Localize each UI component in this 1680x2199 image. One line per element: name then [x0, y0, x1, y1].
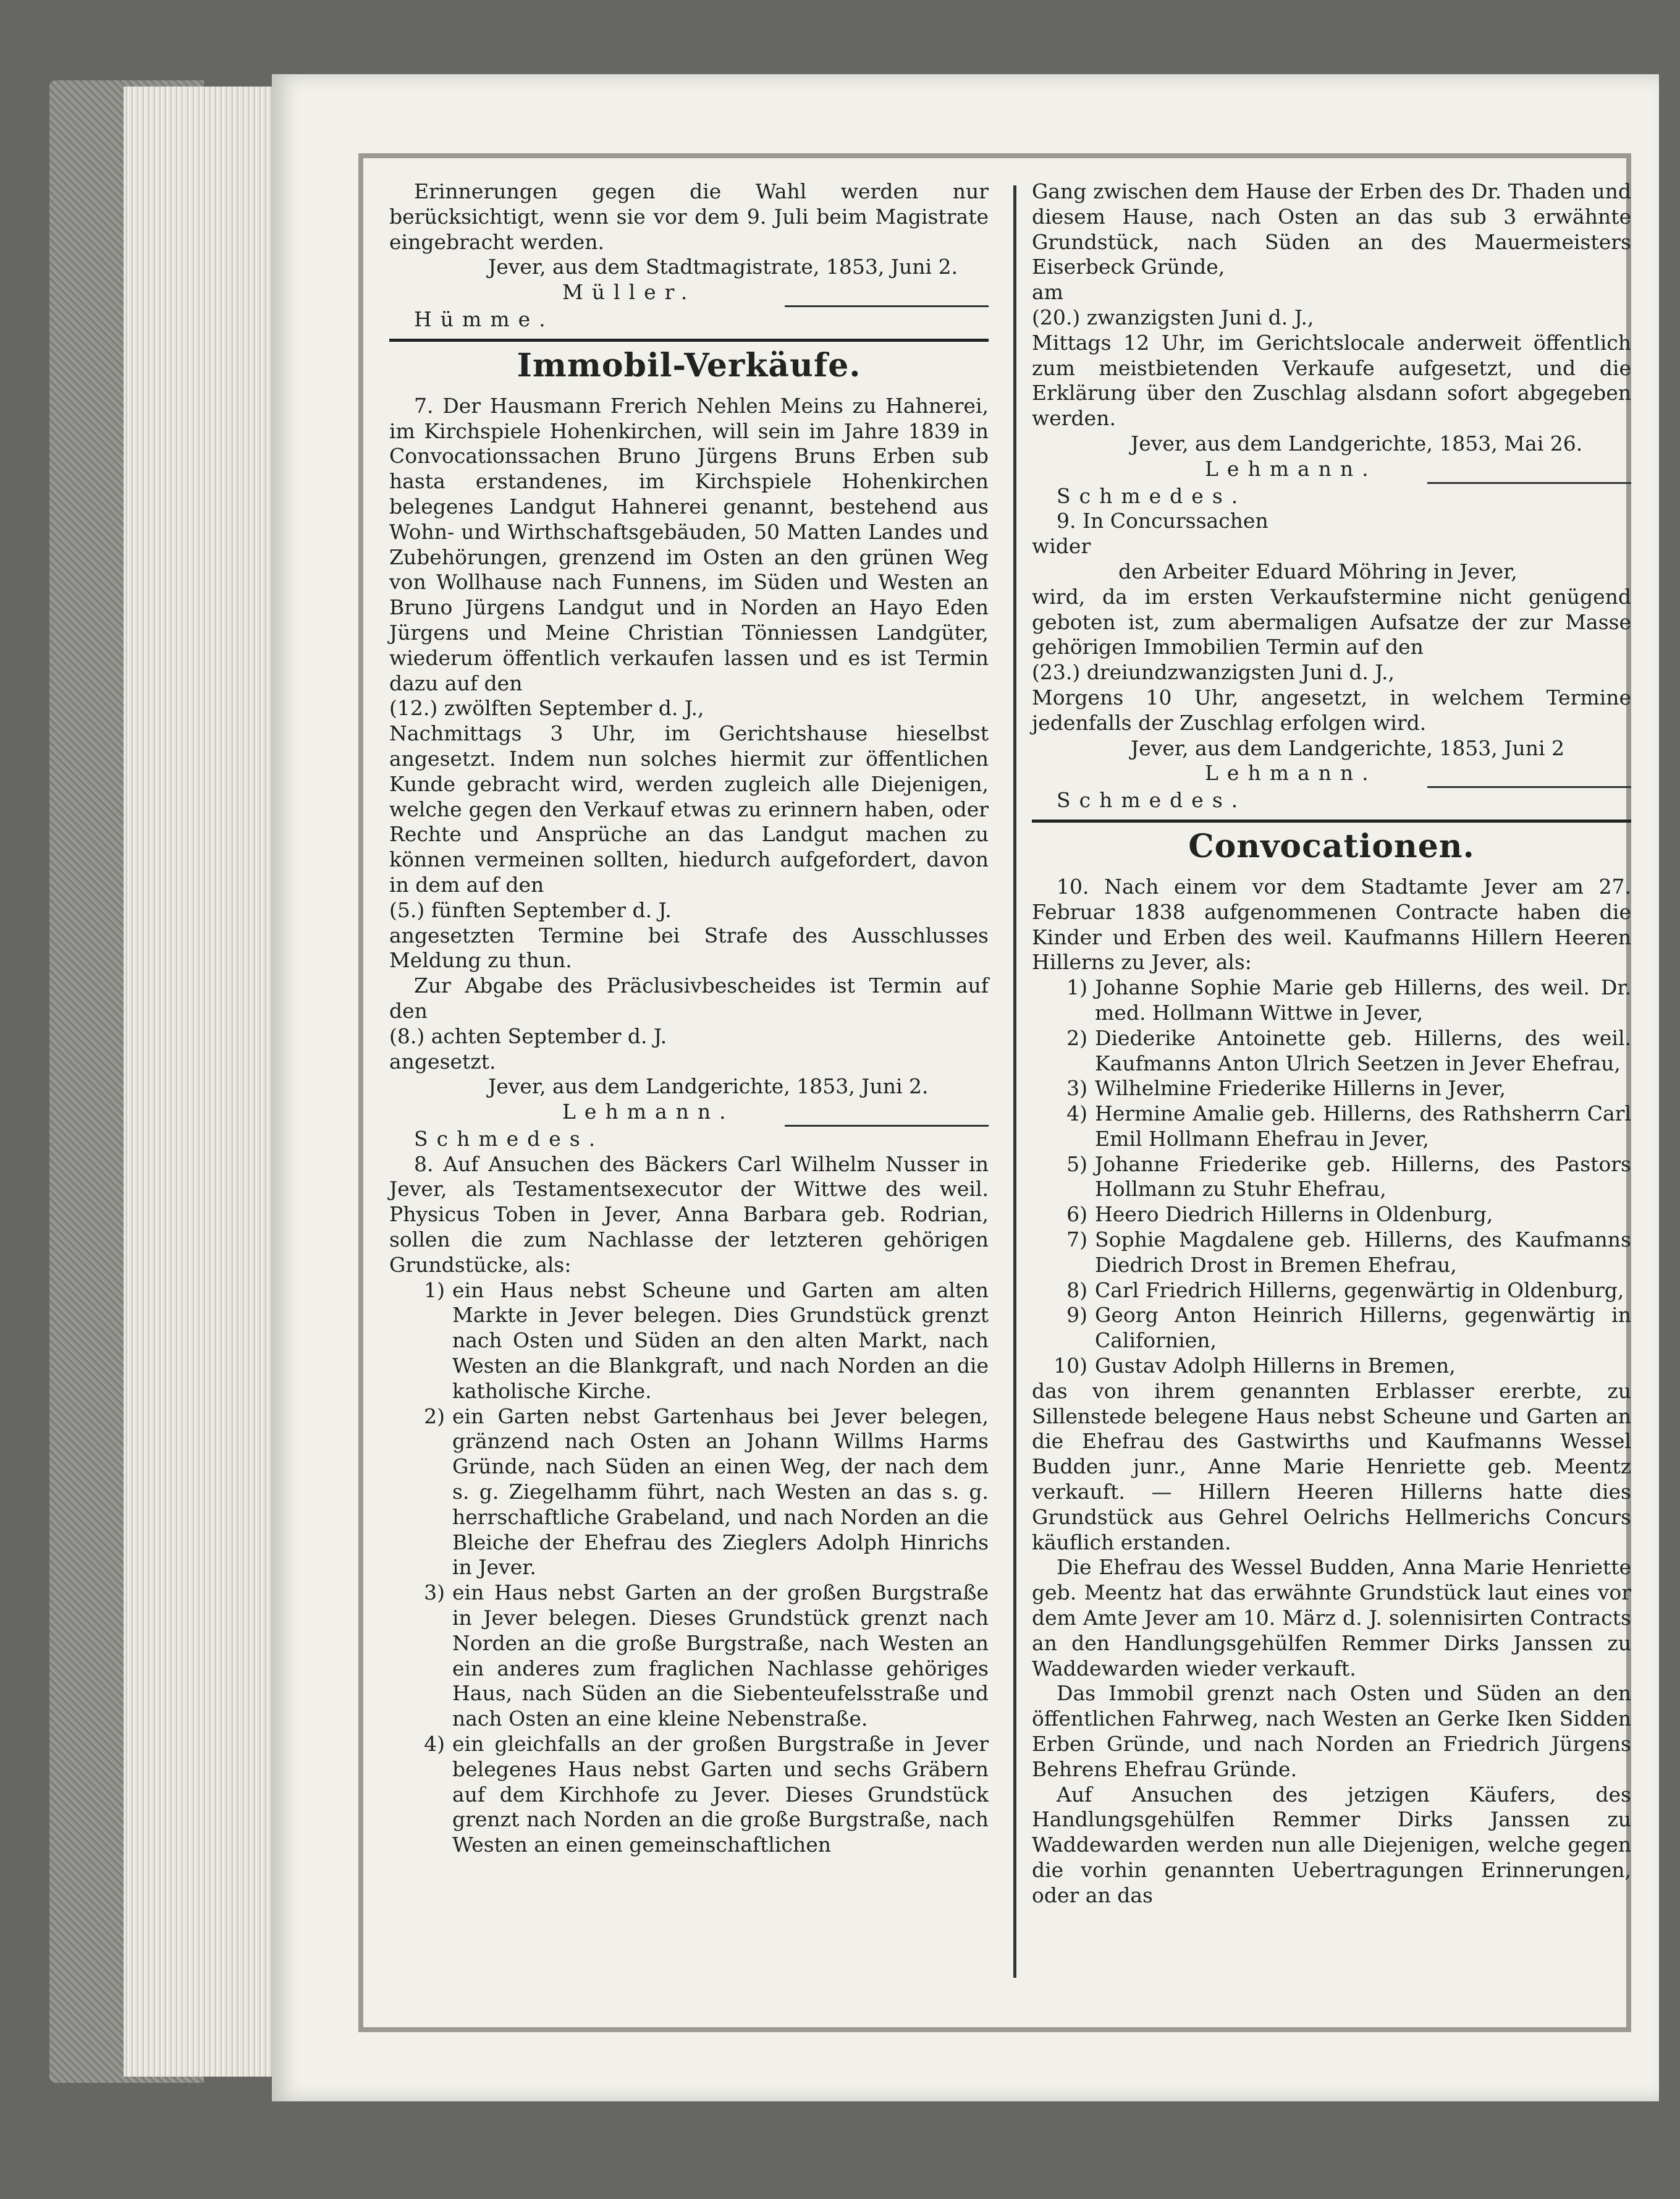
notice-9-line-2: den Arbeiter Eduard Möhring in Jever,: [1118, 559, 1517, 583]
notice-7-text-3: angesetzten Termine bei Strafe des Ausschlusses Meldung zu thun.: [389, 923, 989, 973]
intro-signature-2: Hümme.: [414, 307, 554, 331]
list-item: 6) Heero Diedrich Hillerns in Oldenburg,: [1066, 1202, 1493, 1227]
notice-8-text: 8. Auf Ansuchen des Bäckers Carl Wilhelm Nusser in Jever, als Testamentsexecutor der Wittwe des weil. Physicus Toben in Jever, Anna Barbara geb. Rodrian, sollen die zum Nachlasse der letzteren gehörigen Grundstücke, als:: [389, 1151, 989, 1277]
notice-10-text-2: das von ihrem genannten Erblasser ererbte, zu Sillenstede belegene Haus nebst Scheune und Garten an die Ehefrau des Gastwirths und Kaufmanns Wessel Budden junr., Anne Marie Henriette geb. Meentz verkauft. — Hillern Heeren Hillerns hatte dies Grundstück aus Gehrel Oelrichs Hellmerichs Concurs käuflich erstanden.: [1032, 1378, 1631, 1554]
left-column: [389, 179, 989, 1858]
notice-8-text-2: Mittags 12 Uhr, im Gerichtslocale anderweit öffentlich zum meistbietenden Verkaufe aufgesetzt, und die Erklärung über den Zuschlag alsdann sofort abgegeben werden.: [1032, 330, 1631, 431]
notice-7-signature-2: Schmedes.: [414, 1126, 604, 1151]
list-item: 1) Johanne Sophie Marie geb Hillerns, des weil. Dr. med. Hollmann Wittwe in Jever,: [1066, 975, 1631, 1025]
section-rule: [389, 339, 989, 342]
notice-10-text-5: Auf Ansuchen des jetzigen Käufers, des Handlungsgehülfen Remmer Dirks Janssen zu Waddewarden werden nun alle Diejenigen, welche gegen die vorhin genannten Uebertragungen Erinnerungen, oder an das: [1032, 1782, 1631, 1907]
intro-date: Jever, aus dem Stadtmagistrate, 1853, Juni 2.: [488, 255, 958, 279]
notice-9-text: wird, da im ersten Verkaufstermine nicht genügend geboten ist, zum abermaligen Aufsatze der zur Masse gehörigen Immobilien Termin auf den: [1032, 584, 1631, 659]
notice-8-continued: Gang zwischen dem Hause der Erben des Dr. Thaden und diesem Hause, nach Osten an das sub 3 erwähnte Grundstück, nach Süden an des Mauermeisters Eiserbeck Gründe,: [1032, 179, 1631, 279]
notice-9-signature-1: Lehmann.: [1205, 761, 1377, 786]
list-item: 7) Sophie Magdalene geb. Hillerns, des Kaufmanns Diedrich Drost in Bremen Ehefrau,: [1066, 1227, 1631, 1277]
list-item: 1) ein Haus nebst Scheune und Garten am alten Markte in Jever belegen. Dies Grundstück grenzt nach Osten und Süden an den alten Markt, nach Westen an die Blankgraft, und nach Norden an die katholische Kirche.: [424, 1277, 989, 1403]
list-item: 2) Diederike Antoinette geb. Hillerns, des weil. Kaufmanns Anton Ulrich Seetzen in Jever Ehefrau,: [1066, 1025, 1631, 1075]
section-heading-convocationen: Convocationen.: [1188, 827, 1475, 865]
notice-9-date: Jever, aus dem Landgerichte, 1853, Juni 2: [1131, 735, 1565, 760]
list-item: 9) Georg Anton Heinrich Hillerns, gegenwärtig in Californien,: [1066, 1303, 1631, 1353]
list-item: 2) ein Garten nebst Gartenhaus bei Jever belegen, gränzend nach Osten an Johann Willms Harms Gründe, nach Süden an einen Weg, der nach dem s. g. Ziegelhamm führt, nach Westen an das s. g. herrschaftliche Grabeland, und nach Norden an die Bleiche der Ehefrau des Zieglers Adolph Hinrichs in Jever.: [424, 1404, 989, 1580]
notice-7-text-2: Nachmittags 3 Uhr, im Gerichtshause hieselbst angesetzt. Indem nun solches hiermit zur öffentlichen Kunde gebracht wird, werden zugleich alle Diejenigen, welche gegen den Verkauf etwas zu erinnern haben, oder Rechte und Ansprüche an das Landgut machen zu können vermeinen sollten, hiedurch aufgefordert, davon in dem auf den: [389, 721, 989, 897]
notice-7-term-2: (5.) fünften September d. J.: [389, 897, 672, 922]
notice-10-text-4: Das Immobil grenzt nach Osten und Süden an den öffentlichen Fahrweg, nach Westen an Gerke Iken Sidden Erben Gründe, und nach Norden an Friedrich Jürgens Behrens Ehefrau Gründe.: [1032, 1681, 1631, 1781]
notice-7-term-1: (12.) zwölften September d. J.,: [389, 696, 704, 721]
notice-8-term: (20.) zwanzigsten Juni d. J.,: [1032, 305, 1314, 329]
notice-7-term-3: (8.) achten September d. J.: [389, 1023, 667, 1048]
notice-8-signature-2: Schmedes.: [1057, 483, 1247, 508]
notice-8-date: Jever, aus dem Landgerichte, 1853, Mai 26.: [1131, 431, 1583, 455]
notice-9-wider: wider: [1032, 534, 1091, 559]
list-item: 8) Carl Friedrich Hillerns, gegenwärtig in Oldenburg,: [1066, 1277, 1624, 1302]
list-item: 10) Gustav Adolph Hillerns in Bremen,: [1053, 1354, 1456, 1378]
page-edges: [124, 87, 278, 2077]
list-item: 3) ein Haus nebst Garten an der großen Burgstraße in Jever belegen. Dieses Grundstück grenzt nach Norden an die große Burgstraße, nach Westen an ein anderes zum fraglichen Nachlasse gehöriges Haus, nach Süden an die Siebenteufelsstraße und nach Osten an eine kleine Nebenstraße.: [424, 1580, 989, 1731]
section-heading-immobil: Immobil-Verkäufe.: [517, 346, 861, 384]
list-item: 3) Wilhelmine Friederike Hillerns in Jever,: [1066, 1076, 1506, 1101]
notice-7-signature-1: Lehmann.: [562, 1100, 735, 1124]
notice-7-text-4: Zur Abgabe des Präclusivbescheides ist Termin auf den: [389, 973, 989, 1023]
notice-7-date: Jever, aus dem Landgerichte, 1853, Juni 2.: [488, 1074, 929, 1099]
notice-9-text-2: Morgens 10 Uhr, angesetzt, in welchem Termine jedenfalls der Zuschlag erfolgen wird.: [1032, 685, 1631, 735]
notice-9-line-1: 9. In Concurssachen: [1057, 509, 1268, 533]
column-divider: [1013, 185, 1016, 1978]
notice-8-am: am: [1032, 280, 1063, 305]
notice-7-text-5: angesetzt.: [389, 1049, 496, 1074]
notice-9-term: (23.) dreiundzwanzigsten Juni d. J.,: [1032, 660, 1395, 685]
notice-10-text: 10. Nach einem vor dem Stadtamte Jever am 27. Februar 1838 aufgenommenen Contracte haben die Kinder und Erben des weil. Kaufmanns Hillern Heeren Hillerns zu Jever, als:: [1032, 874, 1631, 975]
notice-8-signature-1: Lehmann.: [1205, 456, 1377, 481]
list-item: 4) Hermine Amalie geb. Hillerns, des Rathsherrn Carl Emil Hollmann Ehefrau in Jever,: [1066, 1101, 1631, 1151]
intro-text: Erinnerungen gegen die Wahl werden nur berücksichtigt, wenn sie vor dem 9. Juli beim Magistrate eingebracht werden.: [389, 179, 989, 254]
notice-7-text: 7. Der Hausmann Frerich Nehlen Meins zu Hahnerei, im Kirchspiele Hohenkirchen, will sein im Jahre 1839 in Convocationssachen Bruno Jürgens Bruns Erben sub hasta erstandenes, im Kirchspiele Hohenkirchen belegenes Landgut Hahnerei genannt, bestehend aus Wohn- und Wirthschaftsgebäuden, 50 Matten Landes und Zubehörungen, grenzend im Osten an den grünen Weg von Wollhause nach Funnens, im Süden und Westen an Bruno Jürgens Landgut und in Norden an Hayo Eden Jürgens und Meine Christian Tönniessen Landgüter, wiederum öffentlich verkaufen lassen und es ist Termin dazu auf den: [389, 393, 989, 695]
notice-10-text-3: Die Ehefrau des Wessel Budden, Anna Marie Henriette geb. Meentz hat das erwähnte Grundstück laut eines vor dem Amte Jever am 10. März d. J. solennisirten Contracts an den Handlungsgehülfen Remmer Dirks Janssen zu Waddewarden wieder verkauft.: [1032, 1555, 1631, 1680]
section-rule: [1032, 820, 1631, 823]
right-column: [1032, 179, 1631, 1909]
intro-signature-1: Müller.: [562, 280, 696, 305]
notice-9-signature-2: Schmedes.: [1057, 788, 1247, 813]
list-item: 4) ein gleichfalls an der großen Burgstraße in Jever belegenes Haus nebst Garten und sechs Gräbern auf dem Kirchhofe zu Jever. Dieses Grundstück grenzt nach Norden an die große Burgstraße, nach Westen an einen gemeinschaftlichen: [424, 1732, 989, 1857]
list-item: 5) Johanne Friederike geb. Hillerns, des Pastors Hollmann zu Stuhr Ehefrau,: [1066, 1151, 1631, 1201]
